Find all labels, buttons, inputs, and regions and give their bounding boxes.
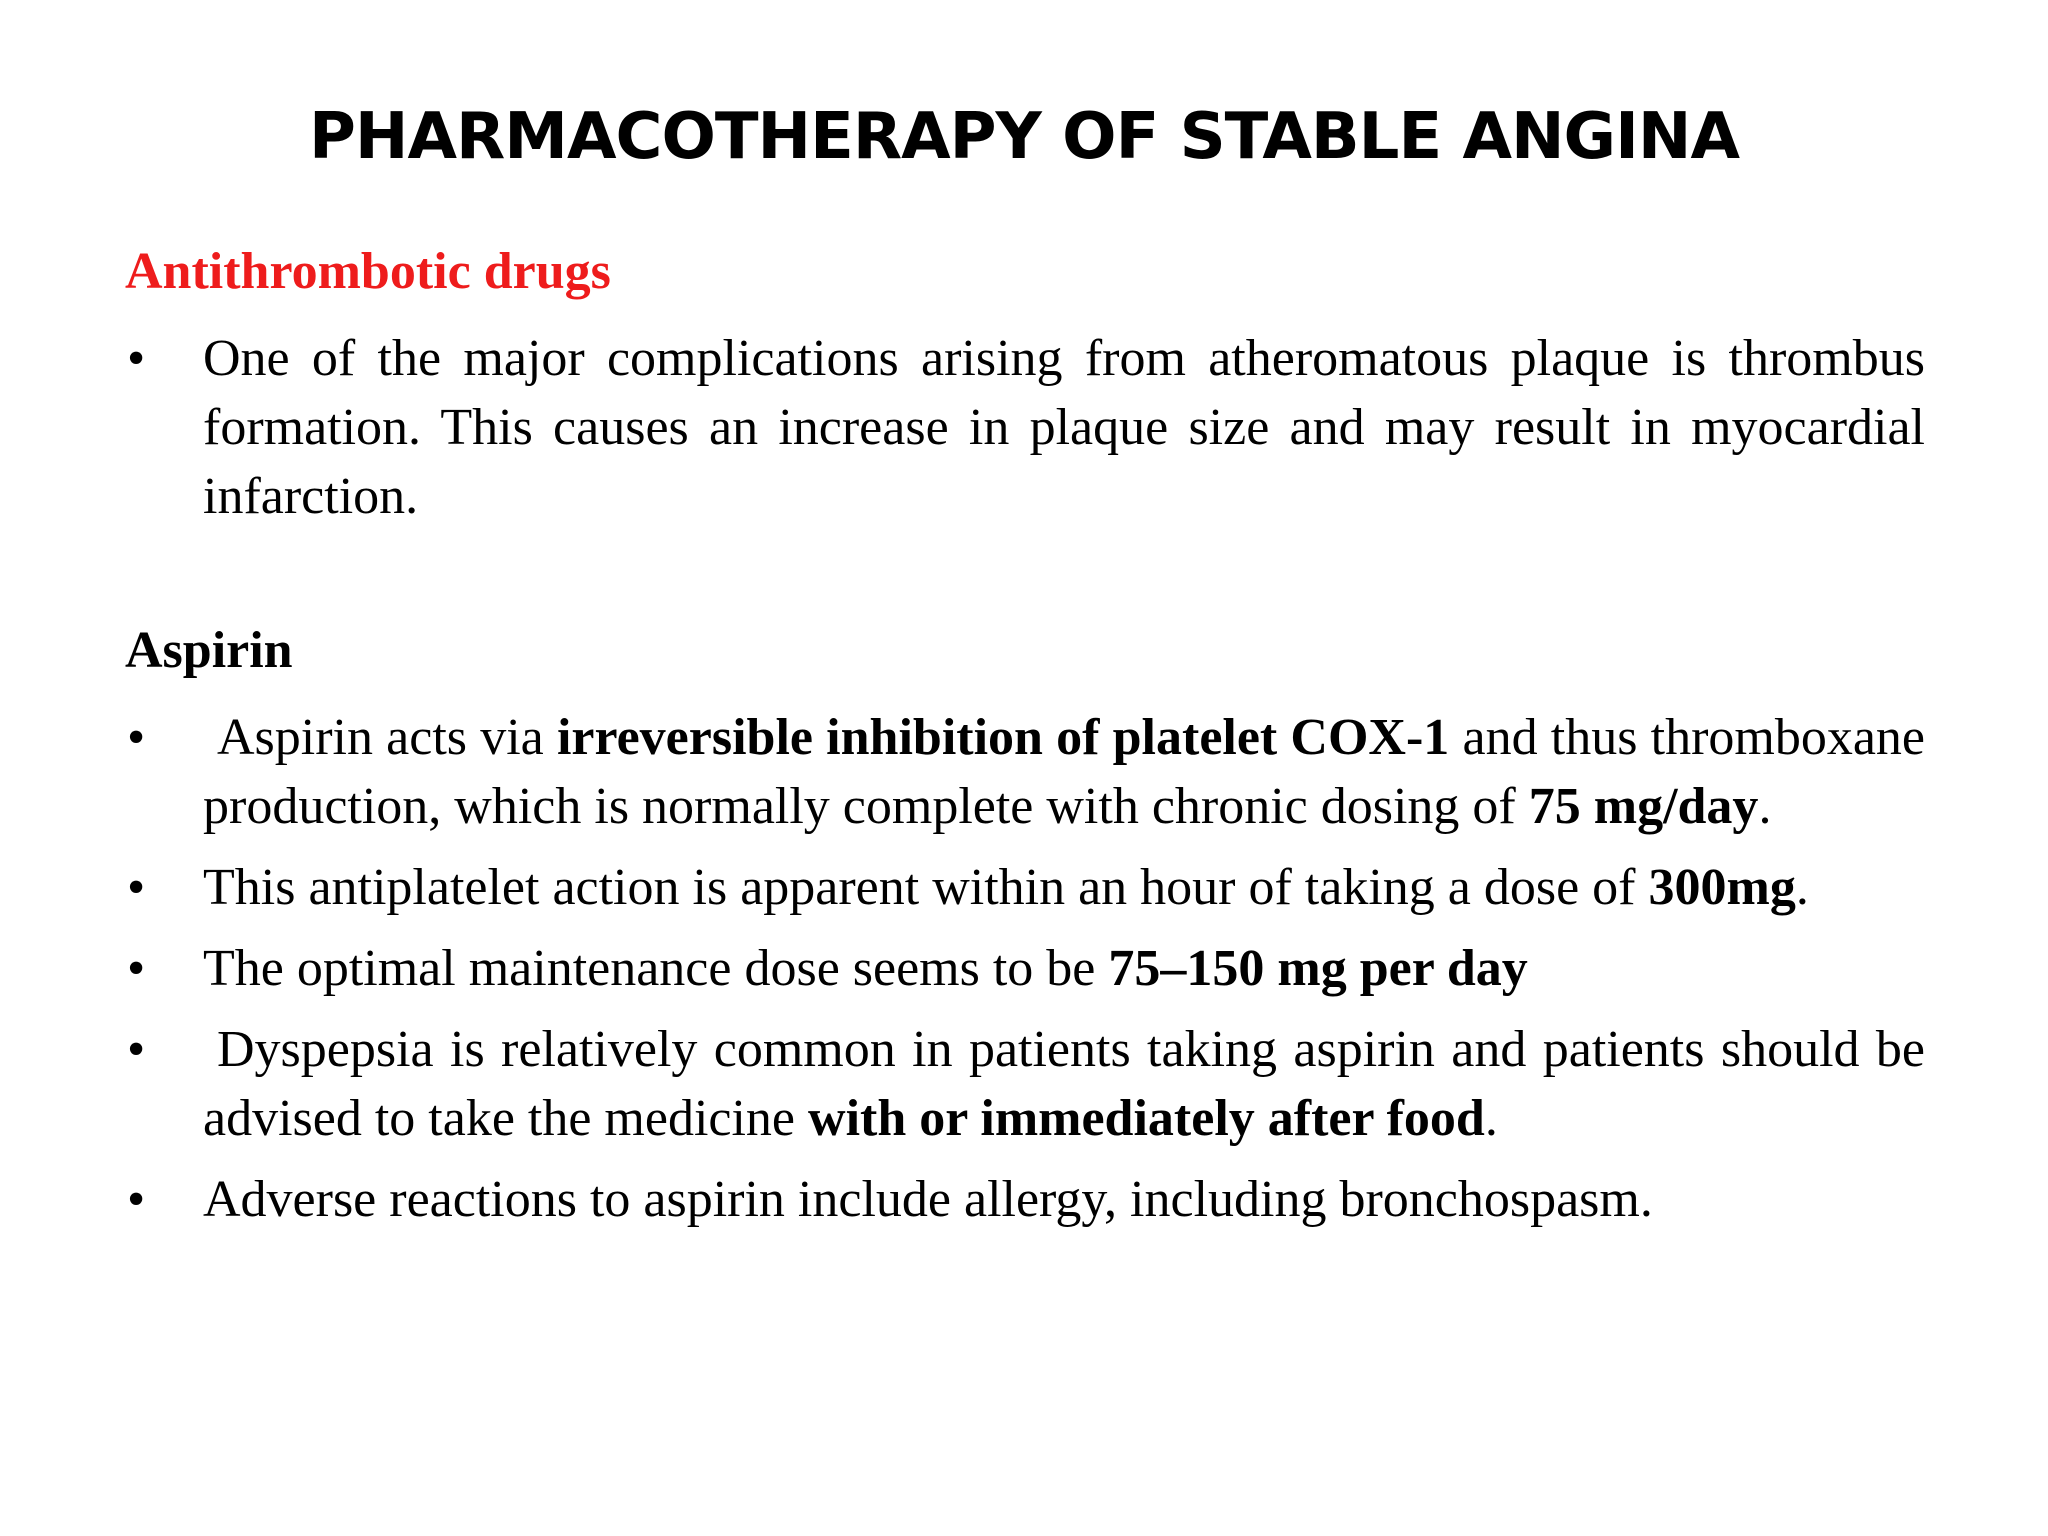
- bullet-icon: •: [127, 859, 146, 916]
- bullet-icon: •: [127, 1021, 146, 1078]
- text-run: This antiplatelet action is apparent within an hour of taking a dose of: [203, 859, 1649, 916]
- slide-content: [125, 232, 1925, 1234]
- bullet-text: [203, 703, 1925, 841]
- bold-run: 75–150 mg per day: [1108, 940, 1528, 997]
- list-item: [125, 853, 1925, 922]
- bold-run: with or immediately after food: [808, 1090, 1485, 1147]
- list-item: [125, 703, 1925, 841]
- bullet-icon: •: [127, 709, 146, 766]
- bullet-text: [203, 853, 1925, 922]
- bullet-text: [203, 1015, 1925, 1153]
- section-heading-aspirin: Aspirin: [125, 622, 293, 679]
- text-run: and thus thromboxane production, which is normally complete with chronic dosing of: [203, 709, 1926, 835]
- bullet-icon: •: [127, 1171, 146, 1228]
- bullet-text: One of the major complications arising from atheromatous plaque is thrombus formation. This causes an increase in plaque size and may result in myocardial infarction.: [203, 330, 1925, 525]
- list-item: [125, 1015, 1925, 1153]
- bullet-icon: •: [127, 940, 146, 997]
- section-spacer: [125, 531, 1925, 611]
- bullet-text: Adverse reactions to aspirin include allergy, including bronchospasm.: [203, 1171, 1653, 1228]
- text-run: Aspirin acts via: [217, 709, 557, 766]
- section-heading-antithrombotic: Antithrombotic drugs: [125, 243, 611, 300]
- bullet-icon: •: [127, 330, 146, 387]
- bold-run: irreversible inhibition of platelet COX-1: [556, 709, 1450, 766]
- list-item: [125, 1165, 1925, 1234]
- text-run: .: [1484, 1090, 1498, 1147]
- bold-run: 300mg: [1648, 859, 1796, 916]
- text-run: Dyspepsia is relatively common in patients taking aspirin and patients should be advised to take the medicine: [203, 1021, 1925, 1147]
- text-run: .: [1758, 778, 1772, 835]
- bullet-text: [203, 934, 1925, 1003]
- list-item: [125, 934, 1925, 1003]
- bold-run: 75 mg/day: [1528, 778, 1759, 835]
- list-item: [125, 324, 1925, 531]
- text-run: .: [1795, 859, 1809, 916]
- slide-title: PHARMACOTHERAPY OF STABLE ANGINA: [309, 100, 1739, 174]
- text-run: The optimal maintenance dose seems to be: [203, 940, 1109, 997]
